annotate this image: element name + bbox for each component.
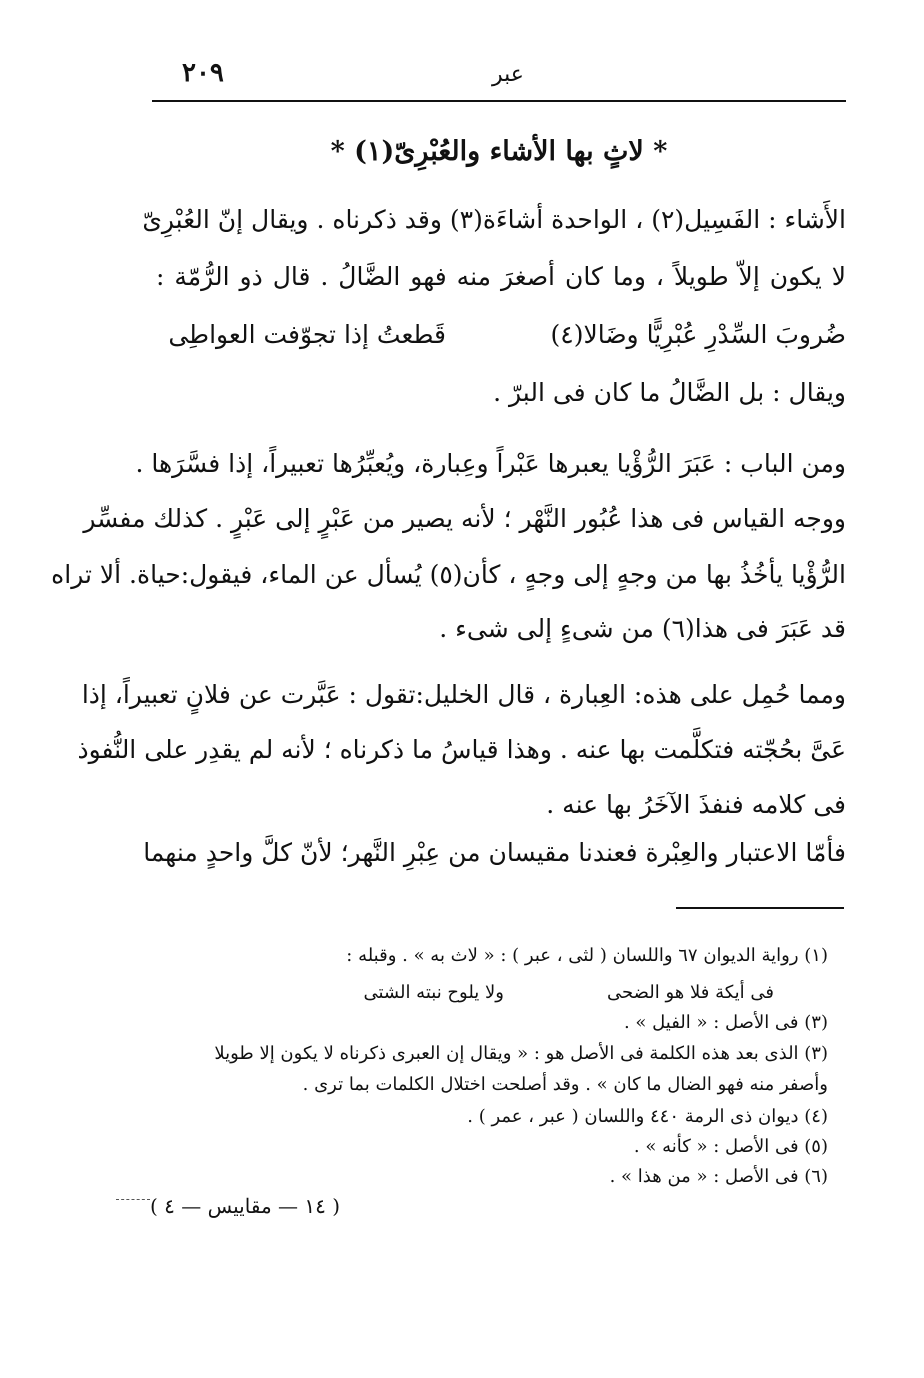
body-line: ومن الباب : عَبَرَ الرُّؤْيا يعبرها عَبْراً وعِبارة، ويُعبِّرُها تعبيراً، إذا فسَّرَها . — [135, 449, 846, 478]
body-line: الرُّؤْيا يأخُذُ بها من وجهٍ إلى وجهٍ ، كأن(٥) يُسأل عن الماء، فيقول:حياة. ألا تراه — [51, 560, 846, 589]
body-line: ويقال : بل الضَّالُ ما كان فى البرّ . — [493, 378, 846, 407]
body-line: الأَشاء : الفَسِيل(٢) ، الواحدة أشاءَة(٣) وقد ذكرناه . ويقال إنّ العُبْرِىّ — [142, 205, 846, 234]
page-number: ٢٠٩ — [182, 58, 224, 88]
entry-title: * لاثٍ بها الأشاء والعُبْرِىّ(١) * — [330, 136, 668, 167]
signature-dash — [116, 1199, 150, 1200]
verse-hemistich-2: ضُروبَ السِّدْرِ عُبْرِيًّا وضَالا(٤) — [550, 320, 846, 349]
footnote-verse-hemistich-1: فى أيكة فلا هو الضحى — [607, 982, 774, 1003]
printer-signature: ( ١٤ — مقاييس — ٤ ) — [150, 1194, 341, 1218]
header-rule — [152, 100, 846, 102]
body-line: فأمّا الاعتبار والعِبْرة فعندنا مقيسان من عِبْرِ النَّهر؛ لأنّ كلَّ واحدٍ منهما — [143, 838, 846, 867]
footnote: (٤) ديوان ذى الرمة ٤٤٠ واللسان ( عبر ، عمر ) . — [467, 1106, 828, 1127]
footnote: (٣) الذى بعد هذه الكلمة فى الأصل هو : « ويقال إن العبرى ذكرناه لا يكون إلا طويلا — [214, 1043, 828, 1064]
running-header-root: عبر — [492, 62, 524, 87]
footnote: (٦) فى الأصل : « من هذا » . — [609, 1166, 828, 1187]
footnote-verse-hemistich-2: ولا يلوح نبته الشتى — [363, 982, 504, 1003]
body-line: ووجه القياس فى هذا عُبُور النَّهْر ؛ لأنه يصير من عَبْرٍ إلى عَبْرٍ . كذلك مفسِّر — [83, 504, 846, 533]
body-line: عَىَّ بحُجّته فتكلَّمت بها عنه . وهذا قياسُ ما ذكرناه ؛ لأنه لم يقدِر على النُّفوذ — [77, 735, 846, 764]
verse-hemistich-1: قَطعتُ إذا تجوّفت العواطِى — [168, 320, 446, 349]
footnote-continuation: وأصفر منه فهو الضال ما كان » . وقد أصلحت اختلال الكلمات بما ترى . — [302, 1074, 828, 1095]
body-line: ومما حُمِل على هذه: العِبارة ، قال الخليل:تقول : عَبَّرت عن فلانٍ تعبيراً، إذا — [81, 680, 846, 709]
body-line: لا يكون إلاّ طويلاً ، وما كان أصغرَ منه فهو الضَّالُ . قال ذو الرُّمّة : — [156, 262, 846, 291]
body-line: فى كلامه فنفذَ الآخَرُ بها عنه . — [546, 790, 846, 819]
footnote: (٣) فى الأصل : « الفيل » . — [623, 1012, 828, 1033]
footnote-rule — [676, 907, 844, 909]
body-line: قد عَبَرَ فى هذا(٦) من شىءٍ إلى شىء . — [439, 614, 846, 643]
footnote: (١) رواية الديوان ٦٧ واللسان ( لثى ، عبر ) : « لاث به » . وقبله : — [346, 945, 828, 966]
footnote: (٥) فى الأصل : « كأنه » . — [633, 1136, 828, 1157]
